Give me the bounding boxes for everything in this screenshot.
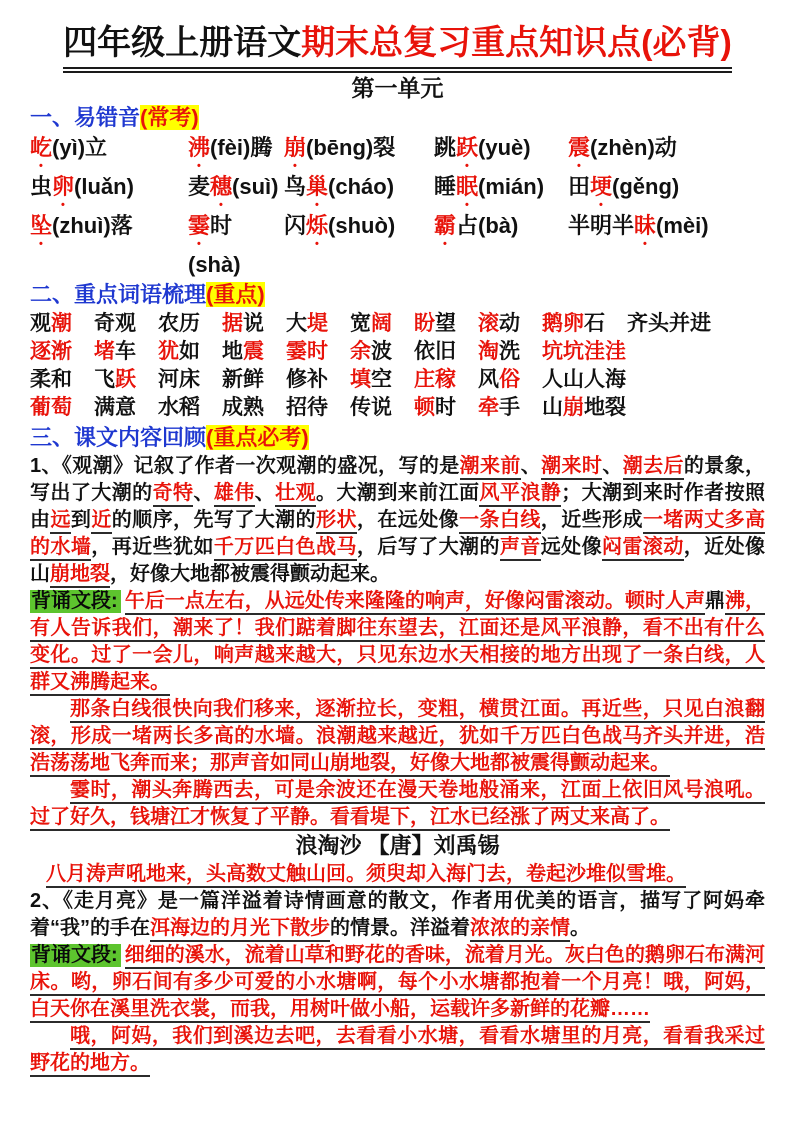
text-segment: 动 [499,312,520,336]
text-segment: 远处像 [540,536,603,559]
text-segment: 新鲜 [222,368,264,392]
text-segment: (gěng) [612,174,680,200]
recite-paragraph-1 [30,588,765,696]
section3-heading [30,424,765,452]
text-segment: 埂 [590,174,613,200]
unit-heading: 第一单元 [351,74,444,101]
section2-label: 二、重点词语梳理 [30,282,207,308]
text-segment: 午后一点左右，从远处传来隆隆的响声，好像闷雷滚动。顿时人声 [125,590,705,615]
text-segment: (luǎn) [74,174,134,200]
word-item [286,310,328,338]
text-segment: 跳 [434,135,457,161]
text-segment: (shuò) [328,213,396,239]
text-segment: 波 [371,340,392,364]
word-item [94,366,136,394]
word-item [568,133,765,172]
text-segment: (suì) [232,174,279,200]
word-item [414,310,456,338]
text-segment: 山 [542,396,563,420]
poem-title: 浪淘沙 【唐】刘禹锡 [295,833,500,859]
error-prone-words-table [30,133,765,279]
word-item [222,394,264,422]
text-segment: (zhèn)动 [590,135,677,161]
text-segment: 八月涛声吼地来，头高数丈触山回。须臾却入海门去，卷起沙堆似雪堆。 [46,863,686,888]
text-segment: 屹 [30,135,53,161]
text-segment: 滚 [478,312,499,336]
text-segment: (yì)立 [52,135,108,161]
text-segment: (cháo) [328,174,395,200]
text-segment: 人山人海 [542,368,626,392]
word-item [542,366,626,394]
text-segment: (zhuì)落 [52,213,133,239]
word-item [158,310,200,338]
text-segment: 柔和 [30,368,72,392]
word-item [414,366,456,394]
text-segment: 千万匹白色战马 [214,536,357,561]
text-segment: 据 [222,312,243,336]
text-segment: 半明半 [568,213,635,239]
text-segment: 车 [115,340,136,364]
text-segment: 说 [243,312,264,336]
text-segment: 风平浪静 [479,482,561,507]
word-item [542,310,605,338]
word-item [286,338,328,366]
text-segment: 奇观 [94,312,136,336]
recite-label: 背诵文段: [30,590,121,613]
text-segment: 、 [193,482,214,505]
paragraph-guanchao-summary [30,453,765,588]
recite-paragraph-2 [30,942,765,1023]
recite-text-2 [30,944,765,1023]
text-segment: ，在远处像 [356,509,460,532]
text-segment: 眠 [456,174,479,200]
section1-heading [30,104,765,132]
text-segment: 闷雷滚动 [602,536,684,561]
word-item [222,310,264,338]
text-segment: 震 [243,340,264,364]
recite-paragraph-1b [30,696,765,777]
text-segment: 洱海边的月光下散步 [150,917,330,942]
text-segment: 潮来前 [460,455,521,480]
word-item [94,394,136,422]
word-item [286,394,328,422]
word-row [30,133,765,172]
text-segment: 哦，阿妈，我们到溪边去吧，去看看小水塘，看看水塘里的月亮，看看我采过野花的地方。 [30,1025,765,1077]
section1-tag: (常考) [140,105,199,131]
text-segment: (mèi) [656,213,709,239]
text-segment: 田 [568,174,591,200]
word-row [30,211,765,279]
text-segment: 鸟 [284,174,307,200]
text-segment: 潮 [51,312,72,336]
text-segment: (yuè) [478,135,531,161]
word-row [30,338,765,366]
recite-paragraph-2b [30,1023,765,1077]
text-segment: 一条白线 [459,509,541,534]
text-segment: 。大潮到来前江面 [316,482,480,505]
word-item [188,211,284,279]
text-segment: 堵 [94,340,115,364]
text-segment: 壮观 [275,482,316,507]
text-segment: 牵 [478,396,499,420]
text-segment: 奇特 [153,482,194,507]
text-segment: 远 [50,509,70,534]
word-item [286,366,328,394]
text-segment: 齐头并进 [627,312,711,336]
text-segment: 穗 [210,174,233,200]
word-item [434,172,568,211]
text-segment: 跃 [456,135,479,161]
word-item [414,394,456,422]
word-item [158,338,200,366]
text-segment: 的顺序，先写了大潮的 [111,509,317,532]
text-segment: 淘 [478,340,499,364]
word-item [30,211,188,279]
title-course: 四年级上册语文 [63,24,302,62]
word-item [30,338,72,366]
text-segment: 雄伟 [214,482,255,507]
word-item [94,310,136,338]
text-segment: (fèi)腾 [210,135,273,161]
text-segment: 空 [371,368,392,392]
text-segment: (mián) [478,174,545,200]
text-segment: 风 [478,368,499,392]
text-segment: 一堵两丈多高的水墙 [30,509,765,561]
text-segment: 虫 [30,174,53,200]
text-segment: 犹 [158,340,179,364]
recite-label: 背诵文段: [30,944,121,967]
text-segment: 鹅卵 [542,312,584,336]
text-segment: 沸 [188,135,211,161]
text-segment: 地 [222,340,243,364]
word-item [94,338,136,366]
word-item [542,394,626,422]
word-item [30,133,188,172]
word-row [30,172,765,211]
text-segment: 2、《走月亮》是一篇洋溢着诗情画意的散文，作者用优美的语言，描写了阿妈牵着“我”的手在 [30,890,765,940]
text-segment: 鼎 [704,590,725,613]
word-item [350,338,392,366]
text-segment: ，近些形成 [540,509,643,532]
poem-line [30,861,765,888]
text-segment: 到 [70,509,92,532]
word-row [30,394,765,422]
text-segment: 满意 [94,396,136,420]
word-item [627,310,711,338]
word-item [478,366,520,394]
text-segment: ，再近些犹如 [91,536,214,559]
text-segment: 传说 [350,396,392,420]
text-segment: 坠 [30,213,53,239]
word-item [478,310,520,338]
text-segment: 宽 [350,312,371,336]
text-segment: 潮来时 [541,455,602,480]
text-segment: 如 [179,340,200,364]
text-segment: 盼 [414,312,435,336]
text-segment: 、 [602,455,623,478]
text-segment: 。 [570,917,590,940]
word-item [434,133,568,172]
word-row [30,366,765,394]
text-segment: 时 [435,396,456,420]
text-segment: 沸，有人告诉我们，潮来了！我们踮着脚往东望去，江面还是风平浪静，看不出有什么变化。过了一会儿，响声越来越大，只见东边水天相接的地方出现了一条白线，人群又沸腾起来。 [30,590,765,696]
text-segment: 霎时 [286,340,328,364]
recite-paragraph-1c [30,777,765,831]
text-segment: 巢 [306,174,329,200]
text-segment: 庄稼 [414,368,456,392]
word-item [284,172,434,211]
text-segment: 坑坑洼洼 [542,340,626,364]
word-item [188,172,284,211]
word-item [284,211,434,279]
text-segment: 闪 [284,213,307,239]
text-segment: 俗 [499,368,520,392]
word-item [158,394,200,422]
word-item [542,338,626,366]
text-segment: 、 [520,455,542,478]
section2-tag: (重点) [206,282,265,308]
text-segment: 洗 [499,340,520,364]
word-item [568,211,765,279]
word-item [222,338,264,366]
text-segment: 霎时，潮头奔腾西去，可是余波还在漫天卷地般涌来，江面上依旧风号浪吼。过了好久，钱塘江才恢复了平静。看看堤下，江水已经涨了两丈来高了。 [30,779,765,831]
text-segment: 形状 [316,509,357,534]
text-segment: 、 [254,482,276,505]
text-segment: 崩 [563,396,584,420]
key-words-table [30,310,765,422]
word-item [30,310,72,338]
text-segment: 的景象，写出了大潮的 [30,455,766,505]
text-segment: 填 [350,368,371,392]
word-item [478,394,520,422]
text-segment: 顿 [414,396,435,420]
word-item [30,172,188,211]
text-segment: ，近处像山 [30,536,766,586]
word-item [350,310,392,338]
text-segment: 霎 [188,213,211,239]
text-segment: 近 [91,509,111,534]
word-item [414,338,456,366]
text-segment: 的情景。洋溢着 [330,917,470,940]
text-segment: 手 [499,396,520,420]
text-segment: 那条白线很快向我们移来，逐渐拉长，变粗，横贯江面。再近些，只见白浪翻滚，形成一堵两长多高的水墙。浪潮越来越近，犹如千万匹白色战马齐头并进，浩浩荡荡地飞奔而来；那声音如同山崩地裂，好像大地都被震得颤动起来。 [30,698,765,777]
text-segment: 浓浓的亲情 [470,917,570,942]
text-segment: 麦 [188,174,211,200]
title-topic: 期末总复习重点知识点(必背) [301,24,732,62]
section3-label: 三、课文内容回顾 [30,425,207,451]
text-segment: 细细的溪水，流着山草和野花的香味，流着月光。灰白色的鹅卵石布满河床。哟，卵石间有多少可爱的小水塘啊，每个小水塘都抱着一个月亮！哦，阿妈，白天你在溪里洗衣裳，而我，用树叶做小船，运载许多新鲜的花瓣…… [30,944,765,1023]
text-segment: 1、《观潮》记叙了作者一次观潮的盛况，写的是 [30,455,460,478]
text-segment: 余 [350,340,371,364]
word-item [434,211,568,279]
text-segment: 崩地裂 [50,563,110,588]
word-item [188,133,284,172]
text-segment: 震 [568,135,591,161]
text-segment: 潮去后 [623,455,684,480]
word-item [568,172,765,211]
text-segment: 大 [286,312,307,336]
text-segment: 卵 [52,174,75,200]
text-segment: 堤 [307,312,328,336]
text-segment: 修补 [286,368,328,392]
word-item [350,366,392,394]
text-segment: 农历 [158,312,200,336]
text-segment: 望 [435,312,456,336]
word-item [30,394,72,422]
word-item [222,366,264,394]
text-segment: 水稻 [158,396,200,420]
recite-text-1 [30,590,765,696]
text-segment: 河床 [158,368,200,392]
text-segment: 逐渐 [30,340,72,364]
page-title-underline [63,22,732,73]
text-segment: 昧 [634,213,657,239]
word-row [30,310,765,338]
text-segment: (bēng)裂 [306,135,396,161]
text-segment: 石 [584,312,605,336]
text-segment: ，后写了大潮的 [356,536,500,559]
text-segment: ；大潮到来时作者按照由 [30,482,766,532]
page-title [30,22,765,73]
text-segment: 占(bà) [456,213,519,239]
section2-heading [30,281,765,309]
section3-tag: (重点必考) [206,425,309,451]
text-segment: 睡 [434,174,457,200]
text-segment: 阔 [371,312,392,336]
text-segment: 依旧 [414,340,456,364]
text-segment: 霸 [434,213,457,239]
text-segment: 葡萄 [30,396,72,420]
word-item [30,366,72,394]
word-item [284,133,434,172]
text-segment: 地裂 [584,396,626,420]
text-segment: 声音 [500,536,541,561]
text-segment: 跃 [115,368,136,392]
text-segment: 观 [30,312,51,336]
word-item [158,366,200,394]
word-item [350,394,392,422]
text-segment: 烁 [306,213,329,239]
text-segment: 招待 [286,396,328,420]
text-segment: 成熟 [222,396,264,420]
text-segment: 崩 [284,135,307,161]
paragraph-zouyueliang-summary [30,888,765,942]
text-segment: 时(shà) [188,213,241,278]
text-segment: 飞 [94,368,115,392]
word-item [478,338,520,366]
text-segment: ，好像大地都被震得颤动起来。 [110,563,390,586]
section1-label: 一、易错音 [30,105,141,131]
